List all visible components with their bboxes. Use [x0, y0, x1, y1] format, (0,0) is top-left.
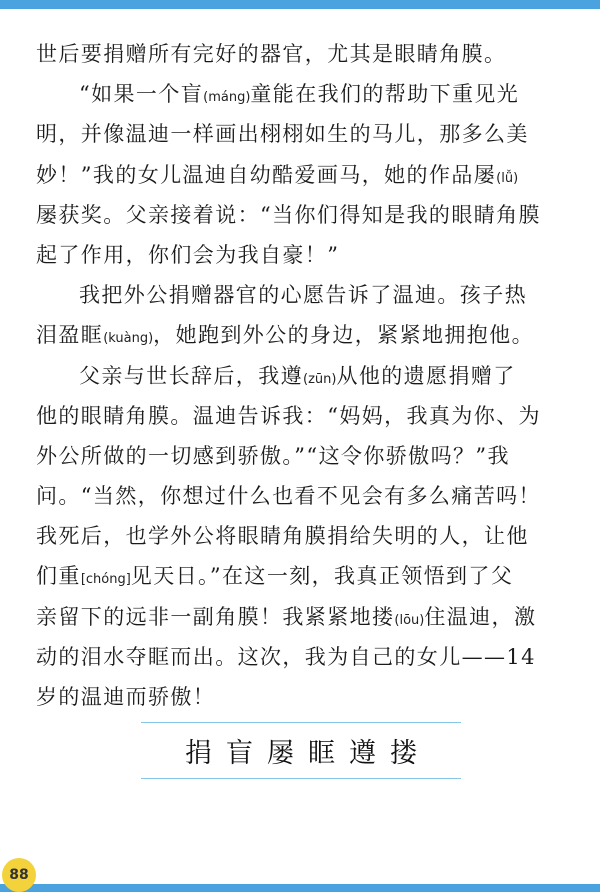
top-decor-bar — [0, 0, 600, 9]
text-body — [36, 34, 576, 717]
text-line: 们重[chóng]见天日。”在这一刻，我真正领悟到了父 — [36, 564, 514, 589]
text-line: 明，并像温迪一样画出栩栩如生的马儿，那多么美 — [36, 122, 529, 147]
text-line: 亲留下的远非一副角膜！我紧紧地搂(lōu)住温迪，激 — [36, 604, 537, 629]
text-line: 父亲与世长辞后，我遵(zūn)从他的遗愿捐赠了 — [79, 363, 516, 388]
pinyin-annotation: (máng) — [203, 90, 251, 106]
vocab-box — [141, 722, 461, 779]
pinyin-annotation: (lǚ) — [496, 170, 519, 186]
pinyin-annotation: (lōu) — [394, 612, 425, 628]
page-number: 88 — [9, 867, 29, 883]
page-number-badge — [2, 858, 36, 892]
text-line: 起了作用，你们会为我自豪！” — [36, 242, 340, 267]
text-line: 屡获奖。父亲接着说：“当你们得知是我的眼睛角膜 — [36, 202, 541, 227]
text-line: 他的眼睛角膜。温迪告诉我：“妈妈，我真为你、为 — [36, 403, 541, 428]
text-line: 妙！”我的女儿温迪自幼酷爱画马，她的作品屡(lǚ) — [36, 162, 519, 187]
pinyin-annotation: (zūn) — [303, 371, 337, 387]
text-line: 岁的温迪而骄傲！ — [36, 685, 216, 709]
text-line: 问。“当然，你想过什么也看不见会有多么痛苦吗！ — [36, 484, 541, 509]
vocab-characters: 捐盲屡眶遵搂 — [185, 738, 431, 769]
text-line: 我死后，也学外公将眼睛角膜捐给失明的人，让他 — [36, 524, 529, 549]
text-line: 外公所做的一切感到骄傲。”“这令你骄傲吗？”我 — [36, 443, 510, 468]
bottom-decor-bar — [0, 884, 600, 892]
pinyin-annotation: [chóng] — [80, 572, 131, 588]
text-line: 泪盈眶(kuàng)，她跑到外公的身边，紧紧地拥抱他。 — [36, 323, 534, 348]
text-line: 我把外公捐赠器官的心愿告诉了温迪。孩子热 — [79, 283, 527, 308]
text-line: 动的泪水夺眶而出。这次，我为自己的女儿——14 — [36, 644, 536, 669]
text-line: 世后要捐赠所有完好的器官，尤其是眼睛角膜。 — [36, 42, 507, 66]
pinyin-annotation: (kuàng) — [103, 331, 154, 347]
text-line: “如果一个盲(máng)童能在我们的帮助下重见光 — [79, 82, 520, 107]
